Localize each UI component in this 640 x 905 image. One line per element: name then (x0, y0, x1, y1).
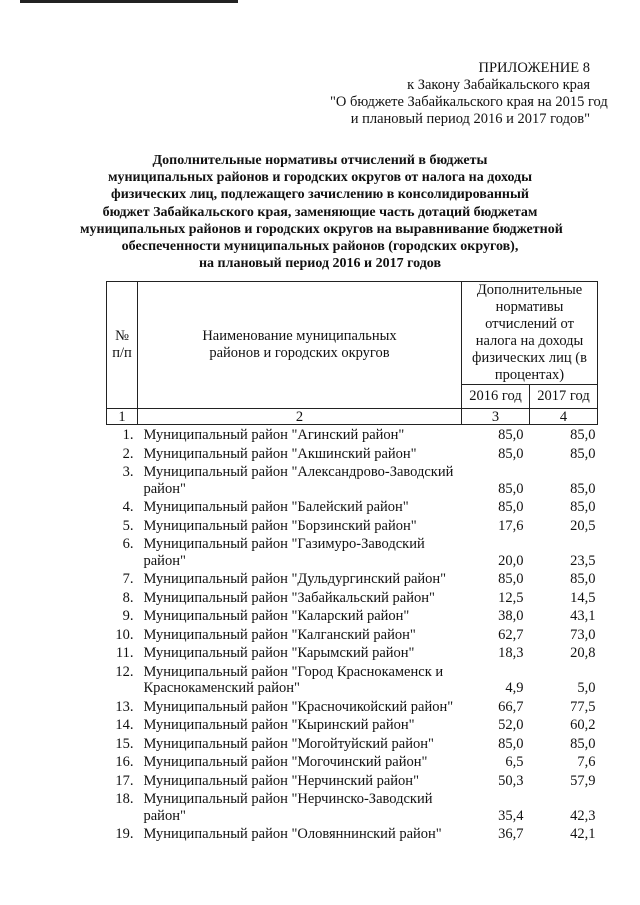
row-value-2017: 5,0 (577, 680, 596, 696)
row-number: 11. (115, 645, 134, 661)
row-number: 12. (115, 663, 134, 680)
title-line: муниципальных районов и городских округов от налога на доходы (107, 170, 533, 186)
column-index: 4 (530, 409, 598, 425)
header-name: Наименование муниципальных районов и городских округов (138, 282, 462, 409)
header-number: № п/п (107, 282, 138, 409)
row-value-2016: 35,4 (498, 807, 524, 824)
table-row (107, 771, 598, 790)
row-value-2016: 66,7 (498, 698, 524, 715)
norms-table (106, 281, 598, 843)
row-number: 13. (115, 698, 134, 715)
table-row (107, 462, 598, 497)
row-value-2016: 85,0 (498, 445, 524, 462)
row-value-2017: 73,0 (570, 626, 596, 643)
row-name: Муниципальный район "Могойтуйский район" (143, 735, 434, 752)
row-name: Муниципальный район "Могочинский район" (143, 754, 428, 770)
row-value-2017: 7,6 (577, 754, 596, 770)
row-name: Муниципальный район "Агинский район" (143, 427, 405, 443)
row-value-2016: 85,0 (498, 571, 524, 587)
appendix-line: к Закону Забайкальского края (407, 77, 590, 93)
row-number: 3. (122, 464, 134, 480)
row-value-2017: 23,5 (570, 552, 596, 569)
row-name: Муниципальный район "Кыринский район" (143, 717, 415, 733)
row-value-2016: 85,0 (498, 480, 524, 497)
table-row (107, 625, 598, 644)
header-norms: Дополнительные нормативы отчислений от налога на доходы физических лиц (в процентах) (462, 282, 598, 385)
row-value-2017: 57,9 (570, 772, 596, 789)
row-number: 1. (122, 427, 134, 443)
title-line: муниципальных районов и городских округов на выравнивание бюджетной (80, 221, 563, 237)
table-row (107, 534, 598, 569)
row-number: 15. (115, 735, 134, 752)
row-value-2017: 14,5 (570, 589, 596, 606)
table-row (107, 824, 598, 843)
table-row (107, 444, 598, 463)
row-number: 14. (115, 717, 134, 733)
row-value-2017: 85,0 (570, 571, 596, 587)
row-number: 19. (115, 826, 134, 842)
row-name: Муниципальный район "Борзинский район" (143, 517, 417, 534)
row-value-2017: 60,2 (570, 717, 596, 733)
row-number: 16. (115, 754, 134, 770)
row-value-2016: 62,7 (498, 626, 524, 643)
row-name: Муниципальный район "Красночикойский район" (143, 698, 454, 715)
table-row (107, 643, 598, 662)
row-number: 5. (122, 517, 134, 534)
row-number: 7. (122, 571, 134, 587)
row-value-2016: 12,5 (498, 589, 524, 606)
row-number: 6. (122, 536, 134, 552)
row-value-2016: 6,5 (505, 754, 524, 770)
table-row (107, 697, 598, 716)
row-value-2016: 36,7 (498, 826, 524, 842)
row-name: Муниципальный район "Балейский район" (143, 499, 409, 515)
row-number: 10. (115, 626, 134, 643)
row-number: 18. (115, 791, 134, 807)
row-value-2017: 43,1 (570, 608, 596, 624)
table-row (107, 789, 598, 824)
table-row (107, 606, 598, 625)
row-value-2017: 85,0 (570, 480, 596, 497)
row-value-2017: 85,0 (570, 445, 596, 462)
row-value-2017: 20,5 (570, 517, 596, 534)
top-rule (20, 0, 238, 3)
row-value-2016: 18,3 (498, 645, 524, 661)
row-name: Муниципальный район "Калганский район" (143, 626, 416, 643)
row-value-2016: 20,0 (498, 552, 524, 569)
table-row (107, 662, 598, 697)
row-name: Муниципальный район "Нерчинский район" (143, 772, 419, 789)
title-line: обеспеченности муниципальных районов (городских округов), (121, 239, 519, 255)
row-number: 9. (122, 608, 134, 624)
row-name: Муниципальный район "Акшинский район" (143, 445, 417, 462)
row-name: Муниципальный район "Александрово-Заводский район" (143, 464, 454, 497)
row-value-2017: 42,1 (570, 826, 596, 842)
row-name: Муниципальный район "Нерчинско-Заводский район" (143, 791, 433, 824)
table-row (107, 752, 598, 771)
table-row (107, 516, 598, 535)
row-value-2016: 52,0 (498, 717, 524, 733)
row-name: Муниципальный район "Карымский район" (143, 645, 415, 661)
row-value-2017: 20,8 (570, 645, 596, 661)
appendix-line: ПРИЛОЖЕНИЕ 8 (478, 60, 590, 76)
row-value-2016: 50,3 (498, 772, 524, 789)
column-index: 3 (462, 409, 530, 425)
table-row (107, 497, 598, 516)
row-value-2017: 85,0 (570, 735, 596, 752)
title-line: Дополнительные нормативы отчислений в бюджеты (152, 153, 488, 168)
column-index: 1 (107, 409, 138, 425)
appendix-header (330, 60, 608, 128)
row-value-2016: 85,0 (498, 499, 524, 515)
appendix-line: и плановый период 2016 и 2017 годов" (350, 111, 590, 127)
row-value-2017: 42,3 (570, 807, 596, 824)
title-line: на плановый период 2016 и 2017 годов (198, 256, 442, 272)
title-line: физических лиц, подлежащего зачислению в консолидированный (111, 187, 529, 203)
appendix-line: "О бюджете Забайкальского края на 2015 год (330, 94, 608, 110)
row-value-2017: 85,0 (570, 499, 596, 515)
row-name: Муниципальный район "Газимуро-Заводский район" (143, 536, 425, 569)
table-row (107, 734, 598, 753)
row-number: 2. (122, 445, 134, 462)
row-value-2016: 85,0 (498, 735, 524, 752)
column-index: 2 (138, 409, 462, 425)
row-value-2016: 38,0 (498, 608, 524, 624)
table-row (107, 588, 598, 607)
table-row (107, 425, 598, 444)
header-year-2016: 2016 год (462, 385, 530, 409)
row-number: 17. (115, 772, 134, 789)
header-year-2017: 2017 год (530, 385, 598, 409)
row-value-2016: 85,0 (498, 427, 524, 443)
row-value-2017: 85,0 (570, 427, 596, 443)
row-name: Муниципальный район "Оловяннинский район" (143, 826, 442, 842)
row-name: Муниципальный район "Каларский район" (143, 608, 410, 624)
table-row (107, 569, 598, 588)
row-number: 4. (122, 499, 134, 515)
title-line: бюджет Забайкальского края, заменяющие часть дотаций бюджетам (102, 204, 538, 220)
row-name: Муниципальный район "Город Краснокаменск и Краснокаменский район" (143, 663, 444, 696)
row-number: 8. (122, 589, 134, 606)
document-title (80, 152, 563, 272)
row-value-2017: 77,5 (570, 698, 596, 715)
row-name: Муниципальный район "Забайкальский район" (143, 589, 435, 606)
row-value-2016: 4,9 (505, 680, 524, 696)
row-name: Муниципальный район "Дульдургинский район" (143, 571, 447, 587)
table-row (107, 715, 598, 734)
row-value-2016: 17,6 (498, 517, 524, 534)
